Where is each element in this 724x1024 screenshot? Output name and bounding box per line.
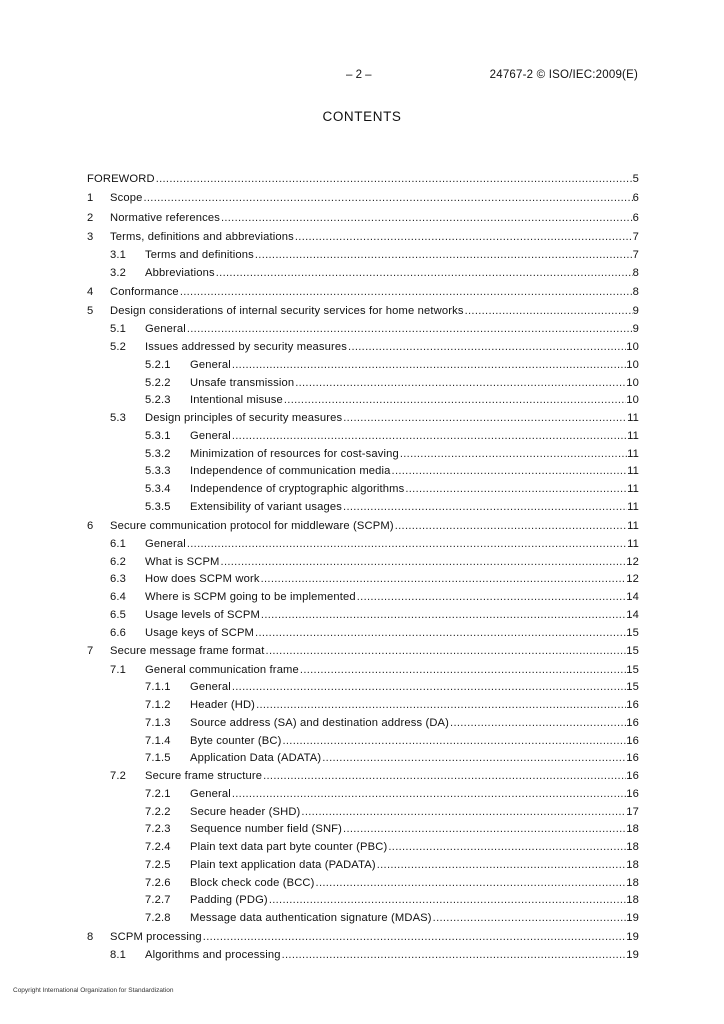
toc-entry-number: 3 [87,230,94,243]
toc-entry-title: Independence of communication media [190,465,391,478]
toc-entry[interactable] [87,947,639,965]
toc-entry-page: 16 [626,734,639,747]
toc-entry-title: Scope [110,192,143,205]
toc-entry-page: 18 [626,876,639,889]
toc-entry-number: 6 [87,519,94,532]
dot-leader [464,302,633,321]
toc-entry-number: 7.1.1 [145,681,171,694]
toc-entry-number: 5.3.2 [145,447,171,460]
toc-entry-page: 11 [627,483,639,496]
toc-entry[interactable] [87,679,639,697]
toc-entry-number: 5.3.3 [145,465,171,478]
toc-entry-title: General [190,429,231,442]
dot-leader [281,733,626,751]
toc-entry-title: Conformance [110,285,179,298]
toc-entry[interactable] [87,428,639,446]
dot-leader [254,625,626,643]
toc-entry-number: 7.1.2 [145,699,171,712]
toc-entry-page: 9 [632,323,639,336]
toc-entry-page: 11 [627,447,639,460]
dot-leader [255,697,626,715]
dot-leader [281,947,627,965]
dot-leader [342,499,627,517]
toc-entry[interactable] [87,839,639,857]
toc-entry[interactable] [87,607,639,625]
dot-leader [299,662,626,680]
toc-entry-title: Message data authentication signature (MDAS) [190,912,432,925]
toc-entry-number: 7.2.2 [145,805,171,818]
toc-entry-page: 6 [632,192,639,205]
toc-entry-title: Plain text application data (PADATA) [190,858,376,871]
page-number: – 2 – [346,69,372,81]
table-of-contents [87,170,639,965]
toc-entry-number: 7.1.3 [145,716,171,729]
toc-entry-title: Abbreviations [145,266,215,279]
contents-title: CONTENTS [322,109,402,124]
toc-entry[interactable] [87,910,639,928]
toc-entry-page: 8 [632,266,639,279]
dot-leader [231,786,626,804]
toc-entry-title: Usage levels of SCPM [145,608,260,621]
toc-entry-page: 10 [626,341,639,354]
toc-entry-title: General communication frame [145,663,299,676]
toc-entry[interactable] [87,733,639,751]
toc-entry-page: 10 [626,376,639,389]
toc-entry-number: 5.3 [110,412,127,425]
toc-entry-number: 7.2.7 [145,894,171,907]
toc-entry-title: Block check code (BCC) [190,876,315,889]
toc-entry-number: 6.5 [110,608,127,621]
toc-entry-title: Issues addressed by security measures [145,341,348,354]
toc-entry-page: 11 [627,537,639,550]
toc-entry-page: 10 [626,394,639,407]
toc-entry-page: 15 [626,645,639,658]
toc-entry-title: Design considerations of internal security services for home networks [110,304,464,317]
dot-leader [220,554,627,572]
toc-entry[interactable] [87,481,639,499]
toc-entry-number: 6.3 [110,573,127,586]
toc-entry-number: 5.1 [110,323,127,336]
dot-leader [376,857,627,875]
toc-entry-page: 12 [626,573,639,586]
dot-leader [231,679,626,697]
toc-entry-page: 17 [626,805,639,818]
toc-entry-number: 5.2.3 [145,394,171,407]
toc-entry-page: 16 [626,752,639,765]
dot-leader [260,571,627,589]
dot-leader [391,463,628,481]
toc-entry-page: 19 [626,949,639,962]
toc-entry-number: 7 [87,645,94,658]
toc-entry-page: 16 [626,787,639,800]
toc-entry[interactable] [87,875,639,893]
toc-entry-number: 8.1 [110,949,127,962]
toc-entry-number: 5.3.5 [145,500,171,513]
dot-leader [262,768,626,786]
toc-entry[interactable] [87,536,639,554]
toc-entry-title: General [190,358,231,371]
dot-leader [294,375,626,393]
toc-entry-number: 3.1 [110,249,127,262]
toc-entry-number: 7.1.4 [145,734,171,747]
toc-entry-page: 16 [626,716,639,729]
toc-entry-number: 7.2 [110,770,127,783]
toc-entry[interactable] [87,625,639,643]
toc-entry[interactable] [87,189,639,208]
toc-entry-page: 18 [626,894,639,907]
dot-leader [215,265,633,283]
dot-leader [186,536,627,554]
dot-leader [387,839,626,857]
toc-entry[interactable] [87,892,639,910]
toc-entry-number: 7.2.6 [145,876,171,889]
dot-leader [155,170,633,189]
toc-entry-title: General [190,681,231,694]
toc-entry-page: 11 [627,519,639,532]
dot-leader [399,446,627,464]
toc-entry-title: Terms and definitions [145,249,254,262]
toc-entry-title: Where is SCPM going to be implemented [145,591,356,604]
toc-entry-page: 16 [626,770,639,783]
toc-entry[interactable] [87,410,639,428]
toc-entry-number: 6.4 [110,591,127,604]
toc-entry[interactable] [87,589,639,607]
dot-leader [321,750,626,768]
toc-entry[interactable] [87,302,639,321]
toc-entry-title: Sequence number field (SNF) [190,823,343,836]
toc-entry-number: 7.1.5 [145,752,171,765]
toc-entry[interactable] [87,499,639,517]
toc-entry-page: 18 [626,858,639,871]
toc-entry-number: 6.1 [110,537,127,550]
toc-entry-page: 19 [626,912,639,925]
toc-entry[interactable] [87,339,639,357]
toc-entry-title: FOREWORD [87,173,155,185]
toc-entry[interactable] [87,283,639,302]
toc-entry-number: 3.2 [110,266,127,279]
toc-entry-page: 12 [626,555,639,568]
dot-leader [265,642,627,661]
dot-leader [186,321,633,339]
dot-leader [260,607,626,625]
toc-entry-title: Terms, definitions and abbreviations [110,230,294,243]
toc-entry[interactable] [87,697,639,715]
toc-entry[interactable] [87,209,639,228]
toc-entry[interactable] [87,517,639,536]
dot-leader [283,392,626,410]
toc-entry-number: 7.2.4 [145,841,171,854]
toc-entry-title: How does SCPM work [145,573,260,586]
toc-entry[interactable] [87,170,639,189]
toc-entry-number: 4 [87,285,94,298]
toc-entry-title: Source address (SA) and destination address (DA) [190,716,450,729]
toc-entry[interactable] [87,786,639,804]
toc-entry-number: 5.2.2 [145,376,171,389]
toc-entry-page: 11 [627,465,639,478]
toc-entry-title: What is SCPM [145,555,220,568]
toc-entry-title: Intentional misuse [190,394,283,407]
toc-entry-title: Plain text data part byte counter (PBC) [190,841,388,854]
toc-entry[interactable] [87,446,639,464]
toc-entry-title: General [145,323,186,336]
toc-entry-number: 7.2.3 [145,823,171,836]
toc-entry-page: 16 [626,699,639,712]
dot-leader [394,517,627,536]
dot-leader [142,189,632,208]
toc-entry-title: General [145,537,186,550]
toc-entry[interactable] [87,463,639,481]
dot-leader [404,481,627,499]
toc-entry-title: Minimization of resources for cost-saving [190,447,399,460]
toc-entry-title: Secure communication protocol for middleware (SCPM) [110,519,394,532]
toc-entry-page: 8 [632,285,639,298]
toc-entry-page: 5 [632,173,639,185]
toc-entry-number: 7.1 [110,663,127,676]
toc-entry[interactable] [87,228,639,247]
toc-entry-title: SCPM processing [110,930,202,943]
toc-entry-page: 14 [626,608,639,621]
toc-entry-page: 15 [626,663,639,676]
dot-leader [268,892,626,910]
toc-entry-title: Secure message frame format [110,645,265,658]
toc-entry-number: 5 [87,304,94,317]
toc-entry-number: 8 [87,930,94,943]
toc-entry-number: 5.2.1 [145,358,171,371]
toc-entry-page: 11 [627,412,639,425]
dot-leader [300,804,626,822]
toc-entry[interactable] [87,321,639,339]
toc-entry-title: General [190,787,231,800]
dot-leader [294,228,633,247]
toc-entry[interactable] [87,928,639,947]
toc-entry-title: Secure frame structure [145,770,263,783]
dot-leader [254,247,633,265]
toc-entry-page: 7 [632,249,639,262]
toc-entry-number: 5.3.1 [145,429,171,442]
toc-entry[interactable] [87,804,639,822]
toc-entry[interactable] [87,357,639,375]
toc-entry[interactable] [87,571,639,589]
toc-entry-page: 11 [627,429,639,442]
toc-entry-number: 5.2 [110,341,127,354]
toc-entry[interactable] [87,642,639,661]
toc-entry-page: 7 [632,230,639,243]
toc-entry-number: 6.2 [110,555,127,568]
toc-entry[interactable] [87,247,639,265]
toc-entry-page: 6 [632,211,639,224]
toc-entry[interactable] [87,821,639,839]
toc-entry[interactable] [87,715,639,733]
toc-entry[interactable] [87,857,639,875]
toc-entry-title: Secure header (SHD) [190,805,301,818]
standard-reference: 24767-2 © ISO/IEC:2009(E) [489,69,638,81]
toc-entry-number: 7.2.5 [145,858,171,871]
toc-entry[interactable] [87,375,639,393]
toc-entry-number: 1 [87,192,94,205]
dot-leader [220,209,633,228]
toc-entry-title: Normative references [110,211,220,224]
toc-entry-title: Padding (PDG) [190,894,268,907]
toc-entry-page: 11 [627,500,639,513]
toc-entry-title: Design principles of security measures [145,412,343,425]
dot-leader [432,910,627,928]
dot-leader [315,875,627,893]
dot-leader [356,589,627,607]
toc-entry-page: 19 [626,930,639,943]
toc-entry[interactable] [87,392,639,410]
dot-leader [342,821,626,839]
toc-entry-page: 15 [626,626,639,639]
toc-entry-page: 10 [626,358,639,371]
toc-entry-page: 9 [632,304,639,317]
toc-entry-title: Byte counter (BC) [190,734,282,747]
toc-entry[interactable] [87,768,639,786]
dot-leader [347,339,626,357]
toc-entry-page: 18 [626,823,639,836]
toc-entry-number: 7.2.1 [145,787,171,800]
toc-entry-title: Unsafe transmission [190,376,295,389]
toc-entry[interactable] [87,750,639,768]
toc-entry-title: Algorithms and processing [145,949,281,962]
toc-entry-title: Header (HD) [190,699,256,712]
toc-entry[interactable] [87,662,639,680]
toc-entry-number: 2 [87,211,94,224]
dot-leader [202,928,626,947]
toc-entry-number: 7.2.8 [145,912,171,925]
dot-leader [449,715,626,733]
toc-entry-page: 15 [626,681,639,694]
toc-entry-title: Usage keys of SCPM [145,626,255,639]
dot-leader [231,428,627,446]
toc-entry-number: 5.3.4 [145,483,171,496]
toc-entry-number: 6.6 [110,626,127,639]
toc-entry[interactable] [87,265,639,283]
dot-leader [179,283,633,302]
toc-entry-title: Extensibility of variant usages [190,500,343,513]
dot-leader [342,410,627,428]
toc-entry-title: Application Data (ADATA) [190,752,322,765]
dot-leader [231,357,626,375]
toc-entry-title: Independence of cryptographic algorithms [190,483,405,496]
toc-entry[interactable] [87,554,639,572]
copyright-footer: Copyright International Organization for Standardization [13,987,174,994]
toc-entry-page: 18 [626,841,639,854]
toc-entry-page: 14 [626,591,639,604]
